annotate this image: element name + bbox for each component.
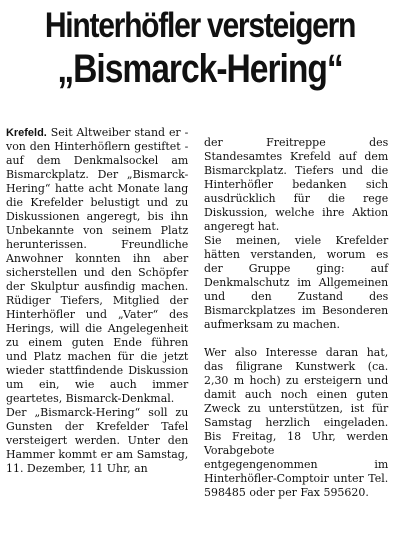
article-paragraph-2: Der „Bismarck-Hering“ soll zu Gunsten der Krefelder Tafel versteigert werden. Unter den Hammer kommt er am Samstag, 11. Dezember, 11 Uhr, an [6,406,189,475]
paragraph-1-text: Seit Altweiber stand er - von den Hinterhöflern gestiftet - auf dem Denkmalsockel am Bismarckplatz. Der „Bismarck-Hering“ hatte acht Monate lang die Krefelder belustigt und zu Diskussionen angeregt, bis ihn Unbekannte von seinem Platz herunterissen. Freundliche Anwohner konnten ihn aber sicherstellen und den Schöpfer der Skulptur ausfindig machen. Rüdiger Tiefers, Mitglied der Hinterhöfler und „Vater“ des Herings, will die Angelegenheit zu einem guten Ende führen und Platz machen für die jetzt wieder stattfindende Diskussion um ein, wie auch immer geartetes, Bismarck-Denkmal. [6,126,189,405]
article-paragraph-3: der Freitreppe des Standesamtes Krefeld auf dem Bismarckplatz. Tiefers und die Hinterhöfler bedanken sich ausdrücklich für die rege Diskussion, welche ihre Aktion angeregt hat. [204,136,389,233]
article-paragraph-5: Wer also Interesse daran hat, das filigrane Kunstwerk (ca. 2,30 m hoch) zu ersteigern und damit auch noch einen guten Zweck zu unterstützen, ist für Samstag herzlich eingeladen. Bis Freitag, 18 Uhr, werden Vorabgebote entgegengenommen im Hinterhöfler-Comptoir unter Tel. 598485 oder per Fax 595620. [204,346,389,499]
headline-line-2: „Bismarck-Hering“ [57,47,343,91]
headline-line-1: Hinterhöfler versteigern [44,6,356,45]
dateline: Krefeld. [6,127,47,139]
article-paragraph-4: Sie meinen, viele Krefelder hätten verstanden, worum es der Gruppe ging: auf Denkmalschutz im Allgemeinen und den Zustand des Bismarckplatzes im Besonderen aufmerksam zu machen. [204,234,389,331]
article-headline [0,6,400,92]
article-column-right [204,136,388,500]
article-paragraph-1 [6,126,188,406]
paragraph-gap [204,332,388,346]
article-column-left [6,126,188,476]
